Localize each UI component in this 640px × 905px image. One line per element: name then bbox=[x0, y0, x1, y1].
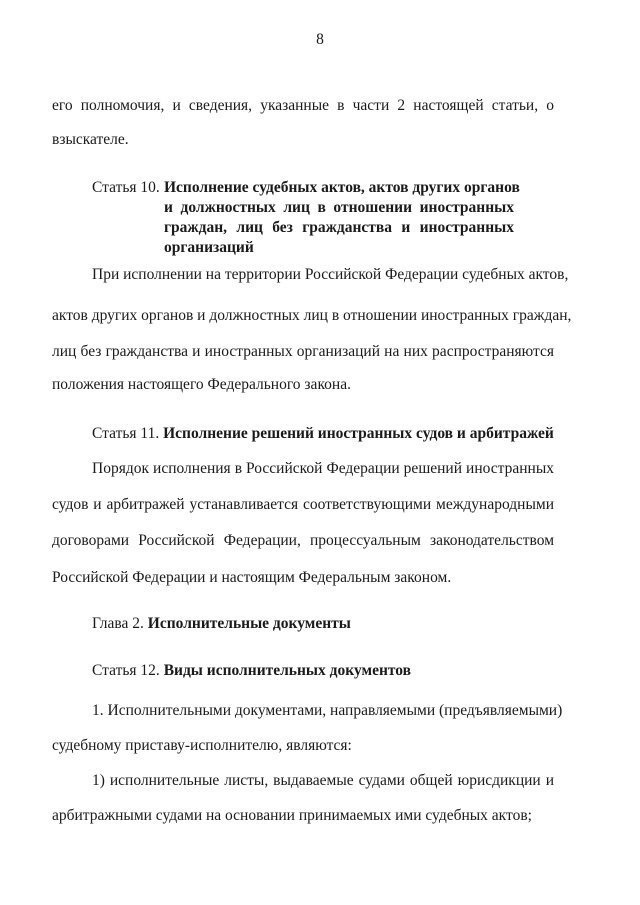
page-number: 8 bbox=[316, 31, 324, 48]
text-line: взыскателе. bbox=[52, 131, 129, 148]
article-number: Статья 10. bbox=[92, 179, 160, 196]
text-line: судов и арбитражей устанавливается соответствующими международными bbox=[52, 496, 554, 513]
text-line: Порядок исполнения в Российской Федерации решений иностранных bbox=[92, 460, 554, 477]
article-11-heading bbox=[92, 424, 554, 444]
article-number: Статья 12. bbox=[92, 662, 160, 679]
text-line: 1) исполнительные листы, выдаваемые судами общей юрисдикции и bbox=[92, 772, 554, 789]
article-title-line: организаций bbox=[164, 239, 254, 256]
article-title-line: и должностных лиц в отношении иностранных bbox=[164, 199, 514, 216]
text-line: актов других органов и должностных лиц в отношении иностранных граждан, bbox=[52, 307, 572, 324]
text-line: договорами Российской Федерации, процессуальным законодательством bbox=[52, 532, 554, 549]
text-line: лиц без гражданства и иностранных организаций на них распространяются bbox=[52, 343, 554, 360]
article-title: Виды исполнительных документов bbox=[163, 662, 412, 679]
text-line: его полномочия, и сведения, указанные в части 2 настоящей статьи, о bbox=[52, 97, 554, 114]
text-line: Российской Федерации и настоящим Федеральным законом. bbox=[52, 569, 452, 586]
article-title-line: Исполнение судебных актов, актов других органов bbox=[164, 179, 520, 196]
chapter-title: Исполнительные документы bbox=[147, 615, 351, 632]
text-line: 1. Исполнительными документами, направляемыми (предъявляемыми) bbox=[92, 702, 563, 719]
text-line: При исполнении на территории Российской Федерации судебных актов, bbox=[92, 266, 569, 283]
article-title-line: граждан, лиц без гражданства и иностранных bbox=[164, 219, 514, 236]
text-line: судебному приставу-исполнителю, являются: bbox=[52, 737, 352, 754]
text-line: арбитражными судами на основании принимаемых ими судебных актов; bbox=[52, 807, 532, 824]
text-line: положения настоящего Федерального закона. bbox=[52, 376, 351, 393]
article-12-heading bbox=[92, 661, 411, 681]
article-number: Статья 11. bbox=[92, 425, 160, 442]
article-title: Исполнение решений иностранных судов и арбитражей bbox=[163, 425, 554, 442]
chapter-number: Глава 2. bbox=[92, 615, 144, 632]
chapter-2-heading bbox=[92, 614, 351, 634]
article-10-heading bbox=[92, 178, 520, 258]
